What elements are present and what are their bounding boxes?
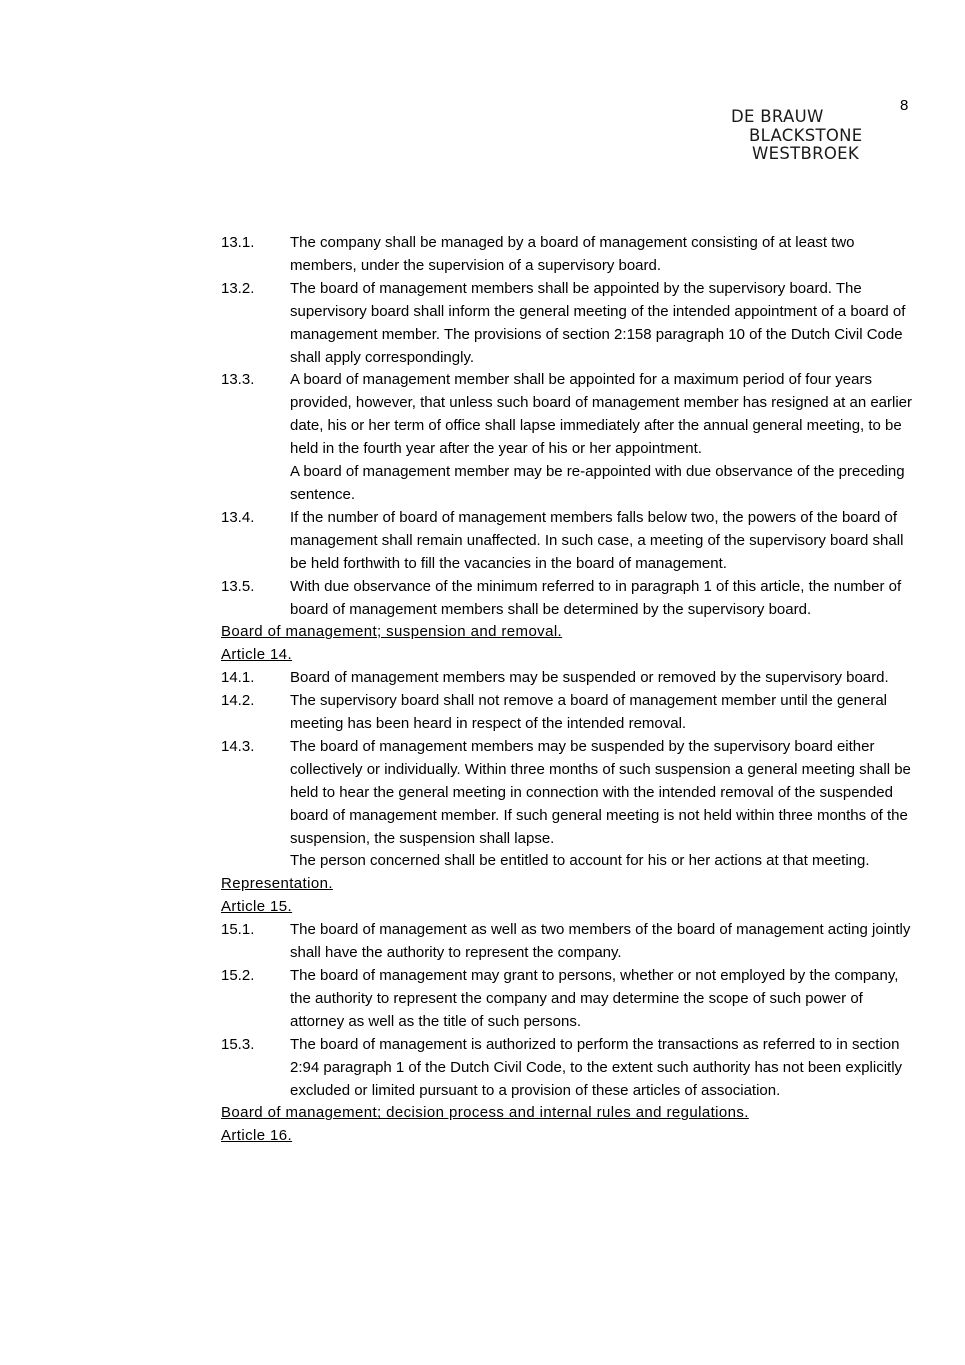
clause-number: 13.5.	[221, 577, 255, 595]
clause-13-4	[221, 507, 916, 576]
clause-14-2	[221, 690, 916, 736]
clause-text: The person concerned shall be entitled to account for his or her actions at that meeting.	[290, 852, 870, 870]
page-number: 8	[900, 97, 909, 114]
clause-15-1	[221, 919, 916, 965]
clause-number: 14.3.	[221, 737, 255, 755]
clause-text: The board of management may grant to persons, whether or not employed by the company, the authority to represent the company and may determine the scope of such power of attorney as well as the title of such persons.	[290, 967, 899, 1030]
clause-15-2	[221, 965, 916, 1034]
clause-number: 13.2.	[221, 279, 255, 297]
clause-text: With due observance of the minimum referred to in paragraph 1 of this article, the number of board of management members shall be determined by the supervisory board.	[290, 577, 902, 618]
clause-13-5	[221, 576, 916, 622]
logo-line-1: DE BRAUW	[731, 107, 824, 126]
logo-line-3: WESTBROEK	[752, 144, 860, 163]
clause-number: 15.3.	[221, 1035, 255, 1053]
clause-text: Board of management members may be suspended or removed by the supervisory board.	[290, 669, 889, 687]
clause-13-2	[221, 278, 916, 370]
logo-line-2: BLACKSTONE	[749, 125, 863, 145]
clause-13-1	[221, 232, 916, 278]
clause-15-3	[221, 1034, 916, 1103]
section-heading-suspension: Board of management; suspension and removal.	[221, 623, 563, 641]
clause-number: 15.2.	[221, 967, 255, 984]
clause-text: The board of management members shall be appointed by the supervisory board. The supervisory board shall inform the general meeting of the intended appointment of a board of management member. The provisions of section 2:158 paragraph 10 of the Dutch Civil Code shall apply correspondingly.	[290, 279, 906, 366]
clause-14-1	[221, 667, 916, 690]
article-14-title: Article 14.	[221, 646, 293, 664]
firm-logo	[731, 108, 863, 164]
document-body	[221, 232, 916, 1148]
clause-text: The board of management is authorized to perform the transactions as referred to in section 2:94 paragraph 1 of the Dutch Civil Code, to the extent such authority has not been explicitly excluded or limited pursuant to a provision of these articles of association.	[290, 1035, 903, 1099]
section-heading-representation: Representation.	[221, 875, 333, 893]
clause-number: 13.1.	[221, 234, 255, 251]
clause-text: The board of management as well as two members of the board of management acting jointly shall have the authority to represent the company.	[290, 921, 911, 962]
clause-number: 14.2.	[221, 692, 255, 710]
clause-text: The supervisory board shall not remove a board of management member until the general meeting has been heard in respect of the intended removal.	[290, 692, 887, 733]
clause-text: A board of management member may be re-appointed with due observance of the preceding sentence.	[290, 463, 905, 503]
clause-number: 15.1.	[221, 921, 255, 939]
clause-number: 14.1.	[221, 669, 255, 687]
clause-14-3	[221, 736, 916, 873]
clause-number: 13.4.	[221, 508, 255, 526]
clause-number: 13.3.	[221, 371, 255, 389]
section-heading-decision-process: Board of management; decision process and internal rules and regulations.	[221, 1104, 749, 1122]
clause-text: The company shall be managed by a board of management consisting of at least two members, under the supervision of a supervisory board.	[290, 234, 855, 274]
clause-text: The board of management members may be suspended by the supervisory board either collectively or individually. Within three months of such suspension a general meeting shall be held to hear the general meeting in connection with the intended removal of the suspended board of management member. If such general meeting is not held within three months of the suspension, the suspension shall lapse.	[290, 737, 911, 847]
clause-13-3	[221, 369, 916, 506]
clause-text: A board of management member shall be appointed for a maximum period of four years provided, however, that unless such board of management member has resigned at an earlier date, his or her term of office shall lapse immediately after the annual general meeting, to be held in the fourth year after the year of his or her appointment.	[290, 371, 913, 458]
article-16-title: Article 16.	[221, 1127, 293, 1145]
article-15-title: Article 15.	[221, 898, 293, 916]
clause-text: If the number of board of management members falls below two, the powers of the board of management shall remain unaffected. In such case, a meeting of the supervisory board shall be held forthwith to fill the vacancies in the board of management.	[290, 508, 904, 572]
